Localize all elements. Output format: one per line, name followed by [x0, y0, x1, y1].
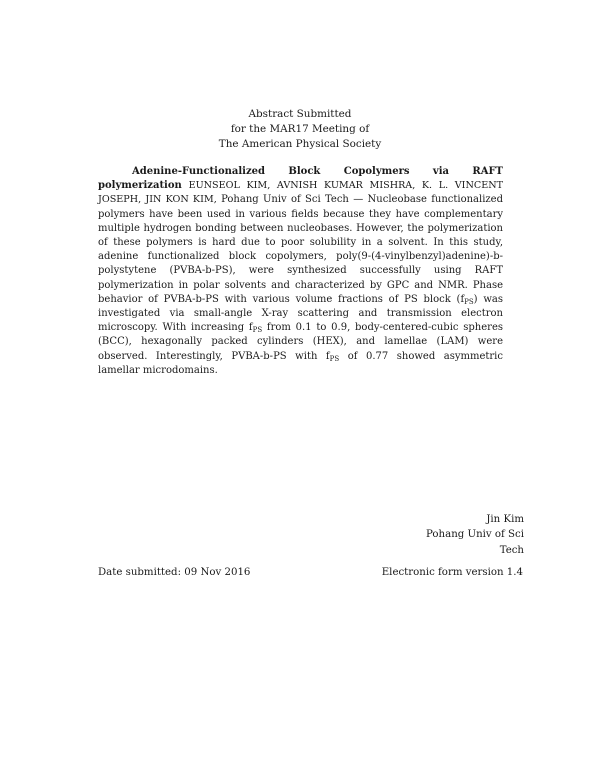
abstract-affiliation: Pohang Univ of Sci Tech	[221, 194, 349, 206]
header-line-1: Abstract Submitted	[248, 108, 352, 120]
subscript-ps-3: PS	[329, 354, 340, 363]
date-submitted: Date submitted: 09 Nov 2016	[98, 567, 251, 578]
abstract-authors: EUNSEOL KIM, AVNISH KUMAR MISHRA, K. L. VINCENT JOSEPH, JIN KON KIM,	[98, 180, 503, 206]
submitter-signature	[380, 512, 524, 558]
abstract-paragraph	[98, 165, 503, 378]
submitter-affiliation-2: Tech	[499, 544, 524, 556]
submission-header	[0, 107, 600, 152]
abstract-title: Adenine-Functionalized Block Copolymers via RAFT polymerization	[98, 166, 503, 192]
header-line-3: The American Physical Society	[218, 138, 382, 150]
header-line-2: for the MAR17 Meeting of	[230, 123, 370, 135]
abstract-body-3: from 0.1 to 0.9, body-centered-cubic spheres (BCC), hexagonally packed cylinders (HEX), and lamellae (LAM) were observed. Interestingly, PVBA-b-PS with f	[98, 322, 503, 362]
abstract-body-2: ) was investigated via small-angle X-ray scattering and transmission electron microscopy. With increasing f	[98, 293, 503, 334]
subscript-ps-1: PS	[464, 297, 474, 306]
abstract-body-1: Nucleobase functionalized polymers have been used in various fields because they have complementary multiple hydrogen bonding between nucleobases. However, the polymerization of these polymers is hard due to poor solubility in a solvent. In this study, adenine functionalized block copolymers, poly(9-(4-vinylbenzyl)adenine)-b-polystytene (PVBA-b-PS), were synthesized successfully using RAFT polymerization in polar solvents and characterized by GPC and NMR. Phase behavior of PVBA-b-PS with various volume fractions of PS block (f	[98, 194, 503, 305]
abstract-body-4: of 0.77 showed asymmetric lamellar microdomains.	[98, 350, 503, 376]
submitter-affiliation-1: Pohang Univ of Sci	[425, 529, 524, 541]
subscript-ps-2: PS	[252, 326, 263, 335]
submitter-name: Jin Kim	[486, 514, 524, 525]
abstract-separator: —	[353, 194, 364, 206]
form-version: Electronic form version 1.4	[381, 567, 523, 578]
abstract-block	[98, 165, 503, 378]
